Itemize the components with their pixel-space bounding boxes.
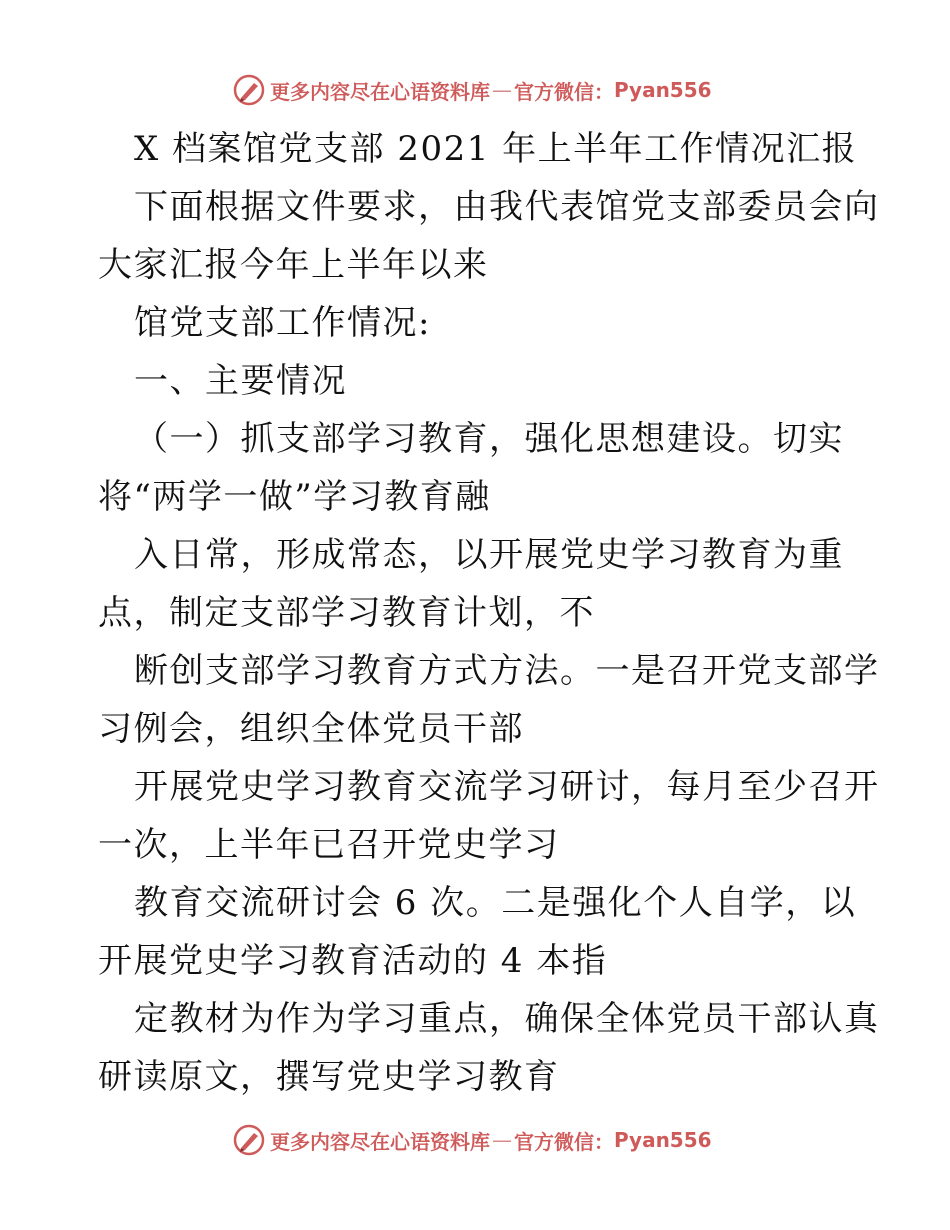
paragraph-line: 开展党史学习教育活动的 4 本指 <box>98 941 608 981</box>
document-body <box>98 120 880 1106</box>
pen-logo-icon <box>232 1123 266 1157</box>
watermark-wechat-id: Pyan556 <box>614 1128 712 1152</box>
document-title: X 档案馆党支部 2021 年上半年工作情况汇报 <box>134 129 858 169</box>
paragraph-line: 定教材为作为学习重点，确保全体党员干部认真 <box>134 999 880 1039</box>
watermark-site-text: 更多内容尽在心语资料库 <box>270 79 490 104</box>
paragraph-line: 断创支部学习教育方式方法。一是召开党支部学 <box>134 651 880 691</box>
paragraph-line: 开展党史学习教育交流学习研讨，每月至少召开 <box>134 767 880 807</box>
paragraph-line: （一）抓支部学习教育，强化思想建设。切实 <box>134 419 844 459</box>
watermark-banner-top <box>232 70 712 110</box>
paragraph-line: 馆党支部工作情况: <box>134 303 431 343</box>
watermark-separator: — <box>492 78 512 102</box>
watermark-site-text: 更多内容尽在心语资料库 <box>270 1129 490 1154</box>
watermark-wechat-label: 官方微信： <box>514 1129 614 1154</box>
watermark-separator: — <box>492 1128 512 1152</box>
paragraph-line: 入日常，形成常态，以开展党史学习教育为重 <box>134 535 844 575</box>
paragraph-line: 一次，上半年已召开党史学习 <box>98 825 560 865</box>
section-heading: 一、主要情况 <box>134 361 347 401</box>
watermark-wechat-id: Pyan556 <box>614 78 712 102</box>
pen-logo-icon <box>232 73 266 107</box>
paragraph-line: 点，制定支部学习教育计划，不 <box>98 593 595 633</box>
paragraph-line: 习例会，组织全体党员干部 <box>98 709 524 749</box>
watermark-banner-bottom <box>232 1120 712 1160</box>
watermark-wechat-label: 官方微信： <box>514 79 614 104</box>
paragraph-line: 研读原文，撰写党史学习教育 <box>98 1057 560 1097</box>
paragraph-line: 教育交流研讨会 6 次。二是强化个人自学，以 <box>134 883 857 923</box>
paragraph-line: 下面根据文件要求，由我代表馆党支部委员会向 <box>134 187 880 227</box>
paragraph-line: 将“两学一做”学习教育融 <box>98 477 491 517</box>
paragraph-line: 大家汇报今年上半年以来 <box>98 245 489 285</box>
